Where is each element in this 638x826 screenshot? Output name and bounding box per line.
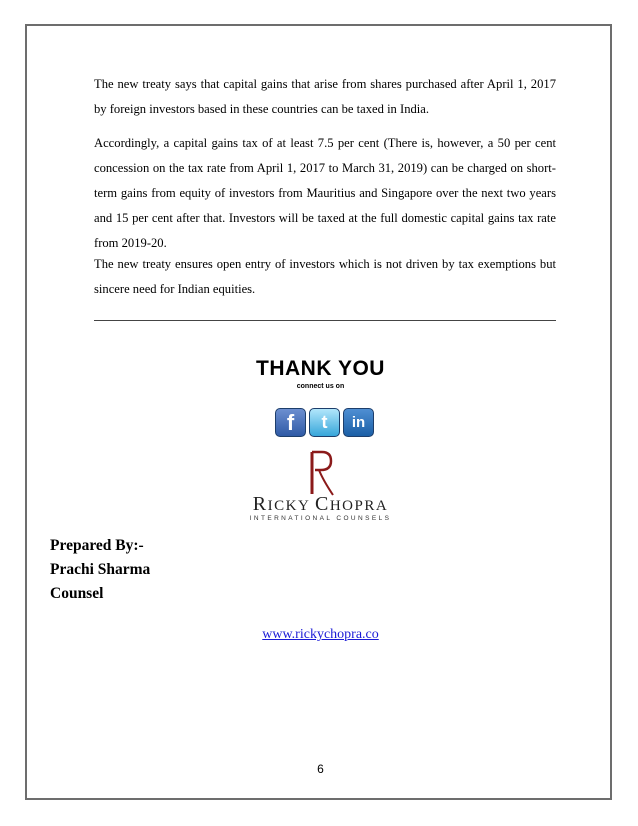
logo-company-name bbox=[27, 494, 614, 516]
author-name: Prachi Sharma bbox=[50, 561, 151, 578]
logo-name-first: ICKY bbox=[267, 498, 310, 514]
logo-initial-r: R bbox=[252, 493, 268, 515]
website-link[interactable]: www.rickychopra.co bbox=[262, 627, 379, 642]
logo-initial-c: C bbox=[315, 493, 330, 515]
thank-you-heading: THANK YOU bbox=[256, 357, 385, 380]
connect-subtitle: connect us on bbox=[296, 383, 345, 390]
logo-tagline: INTERNATIONAL COUNSELS bbox=[249, 515, 392, 522]
facebook-icon[interactable]: f bbox=[275, 408, 306, 437]
paragraph-treaty-capital-gains: The new treaty says that capital gains that arise from shares purchased after April 1, 2017 by foreign investors based in these countries can be taxed in India. bbox=[94, 77, 556, 116]
social-links bbox=[275, 408, 375, 438]
logo-name-last: HOPRA bbox=[329, 498, 389, 514]
ricky-chopra-logo-mark-icon bbox=[306, 448, 336, 498]
linkedin-icon[interactable]: in bbox=[343, 408, 374, 437]
paragraph-open-entry: The new treaty ensures open entry of investors which is not driven by tax exemptions but sincere need for Indian equities. bbox=[94, 257, 556, 296]
paragraph-tax-rates: Accordingly, a capital gains tax of at least 7.5 per cent (There is, however, a 50 per cent concession on the tax rate from April 1, 2017 to March 31, 2019) can be charged on short-term gains from equity of investors from Mauritius and Singapore over the next two years and 15 per cent after that. Investors will be taxed at the full domestic capital gains tax rate from 2019-20. bbox=[94, 136, 556, 250]
twitter-icon[interactable]: t bbox=[309, 408, 340, 437]
document-page bbox=[25, 24, 612, 800]
author-role: Counsel bbox=[50, 585, 104, 602]
page-number: 6 bbox=[317, 762, 324, 776]
horizontal-divider bbox=[94, 320, 556, 321]
prepared-by-label: Prepared By:- bbox=[50, 537, 144, 554]
